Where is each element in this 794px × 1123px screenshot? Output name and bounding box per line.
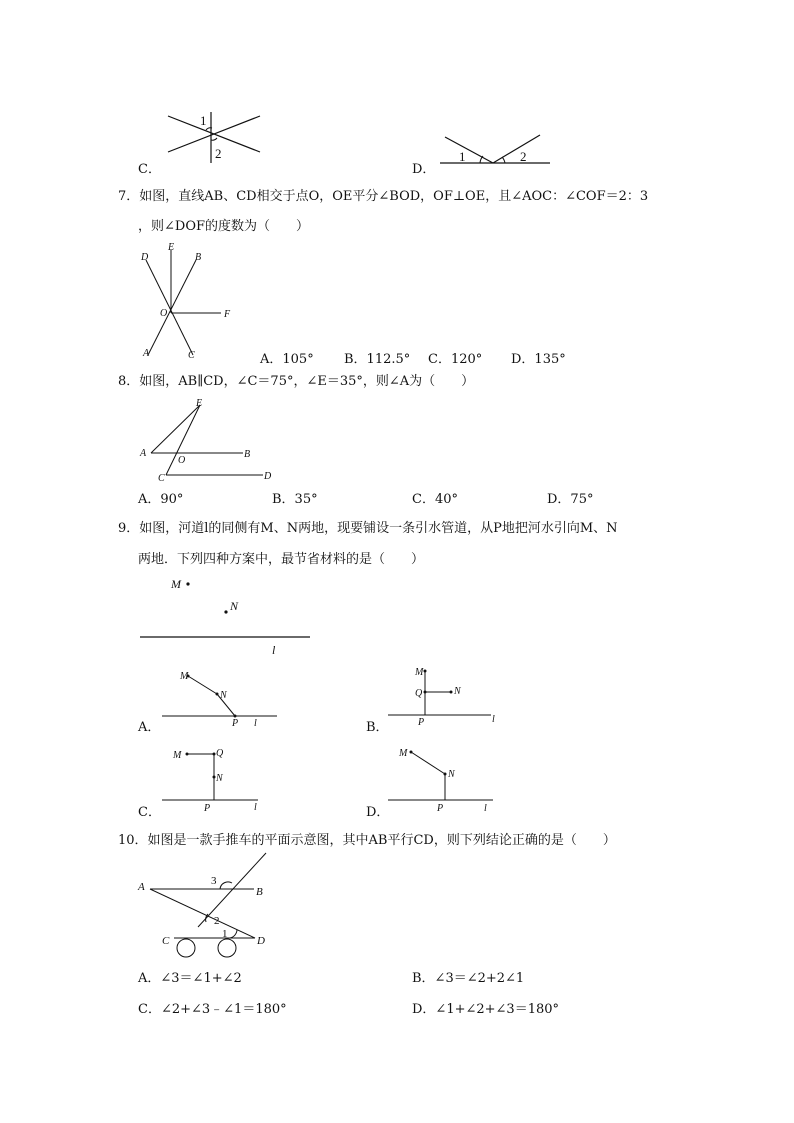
q8-label-E: E — [196, 398, 203, 409]
q9-figure-b — [388, 664, 503, 732]
q7-label-A: A — [143, 348, 150, 359]
q10-label-A: A — [138, 881, 145, 893]
q10-angle-2: 2 — [214, 915, 220, 927]
q9-figure-a — [162, 668, 287, 733]
q9d-label-M: M — [399, 748, 408, 759]
q8-label-A: A — [140, 448, 147, 459]
q9b-label-l: l — [492, 714, 495, 725]
q7-option-b[interactable]: B．112.5° — [344, 352, 411, 367]
q9d-label-N: N — [448, 769, 455, 780]
q7-stem-line2: ，则∠DOF的度数为（ ） — [138, 219, 309, 234]
q9c-label-Q: Q — [216, 748, 224, 759]
q9b-label-P: P — [418, 717, 425, 728]
q6-option-c-label[interactable]: C． — [138, 162, 161, 177]
q10-angle-3: 3 — [211, 875, 217, 887]
q8-figure — [138, 395, 283, 485]
q8-label-O: O — [178, 455, 186, 466]
q9c-label-l: l — [254, 802, 257, 813]
q9-main-label-l: l — [272, 643, 276, 657]
q9d-label-P: P — [437, 803, 444, 814]
q7-option-c[interactable]: C．120° — [428, 352, 483, 367]
q9a-label-N: N — [220, 690, 227, 701]
q9-option-b-label[interactable]: B． — [366, 720, 389, 735]
q9a-label-M: M — [180, 671, 189, 682]
q6-figure-d — [440, 132, 555, 167]
q9-main-label-N: N — [230, 599, 239, 613]
q9a-label-P: P — [232, 718, 239, 729]
q9-figure-d — [388, 742, 503, 814]
q7-label-F: F — [224, 309, 231, 320]
q9-option-d-label[interactable]: D． — [366, 805, 390, 820]
q9b-label-M: M — [415, 667, 424, 678]
q9b-label-N: N — [454, 686, 461, 697]
q8-option-b[interactable]: B．35° — [272, 492, 318, 507]
q9-option-a-label[interactable]: A． — [138, 720, 161, 735]
q8-label-D: D — [264, 471, 272, 482]
q7-option-a[interactable]: A．105° — [260, 352, 314, 367]
q8-label-B: B — [244, 449, 251, 460]
q9d-label-l: l — [484, 803, 487, 814]
q7-label-C: C — [188, 350, 195, 361]
q9c-label-P: P — [204, 803, 211, 814]
q8-option-c[interactable]: C．40° — [412, 492, 458, 507]
q6d-angle-2: 2 — [520, 149, 527, 164]
q8-option-d[interactable]: D．75° — [547, 492, 594, 507]
q9-stem-line1: 9．如图，河道l的同侧有M、N两地，现要铺设一条引水管道，从P地把河水引向M、N — [118, 521, 618, 536]
q10-angle-1: 1 — [222, 928, 228, 940]
q6-option-d-label[interactable]: D． — [412, 162, 436, 177]
q7-label-E: E — [168, 242, 175, 253]
q9-main-figure — [138, 572, 318, 662]
q6c-angle-1: 1 — [200, 113, 207, 128]
q7-label-D: D — [141, 252, 149, 263]
q9c-label-M: M — [173, 750, 182, 761]
q6-figure-c — [160, 108, 270, 163]
q10-option-d[interactable]: D．∠1+∠2+∠3＝180° — [412, 1002, 560, 1017]
q10-figure — [136, 850, 281, 960]
q9b-label-Q: Q — [415, 688, 423, 699]
q10-option-a[interactable]: A．∠3＝∠1+∠2 — [138, 971, 242, 986]
q8-stem-line1: 8．如图，AB∥CD，∠C＝75°，∠E＝35°，则∠A为（ ） — [118, 374, 475, 389]
q7-label-B: B — [195, 252, 202, 263]
q10-stem-line1: 10．如图是一款手推车的平面示意图，其中AB平行CD，则下列结论正确的是（ ） — [118, 833, 616, 848]
q8-label-C: C — [158, 473, 165, 484]
q7-stem-line1: 7．如图，直线AB、CD相交于点O，OE平分∠BOD，OF⊥OE，且∠AOC：∠COF＝2：3 — [118, 189, 649, 204]
q9c-label-N: N — [216, 773, 223, 784]
q10-option-c[interactable]: C．∠2+∠3﹣∠1＝180° — [138, 1002, 287, 1017]
q9-stem-line2: 两地．下列四种方案中，最节省材料的是（ ） — [138, 552, 425, 567]
q9a-label-l: l — [254, 718, 257, 729]
q6d-angle-1: 1 — [459, 149, 466, 164]
q9-main-label-M: M — [171, 577, 181, 591]
q9-figure-c — [162, 745, 272, 815]
q10-label-B: B — [256, 886, 263, 898]
q10-label-D: D — [257, 935, 265, 947]
q7-figure — [138, 240, 248, 365]
q6c-angle-2: 2 — [215, 146, 222, 161]
q8-option-a[interactable]: A．90° — [138, 492, 184, 507]
q9-option-c-label[interactable]: C． — [138, 805, 161, 820]
q10-option-b[interactable]: B．∠3＝∠2+2∠1 — [412, 971, 525, 986]
q10-label-C: C — [162, 935, 170, 947]
q7-label-O: O — [160, 308, 168, 319]
q7-option-d[interactable]: D．135° — [511, 352, 566, 367]
